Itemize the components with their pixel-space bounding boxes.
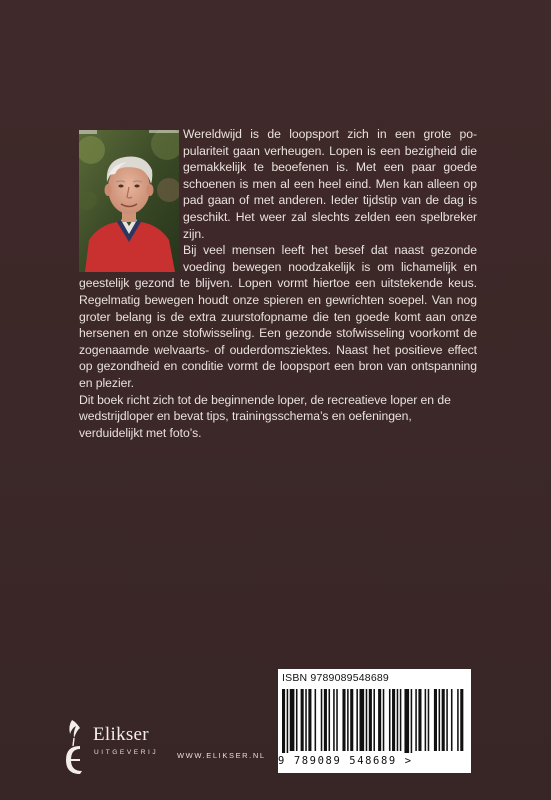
feather-e-logo-icon: [58, 716, 94, 780]
barcode-bar: [287, 689, 289, 753]
isbn-number: ISBN 9789089548689: [282, 672, 389, 684]
blurb-paragraph: Bij veel mensen leeft het besef dat naast gezonde voeding bewegen noodzakelijk is om lichamelijk en geestelijk gezond te blijven. Lopen vormt hiertoe een uitstekende keus. Regelmatig bewegen houdt onze spieren en gewrichten soepel. Van nog groter belang is de extra zuurstofopname die ten goede komt aan onze hersenen en onze stofwisseling. Een gezonde stofwisseling voorkomt de zogenaamde welvaarts- of ouderdomsziektes. Naast het positieve effect op gezondheid en conditie vormt de loopsport een bron van ontspanning en plezier.: [79, 243, 477, 390]
photo-text-wrap-spacer: [79, 126, 183, 272]
barcode-bar: [336, 689, 338, 751]
barcode-bar: [446, 689, 448, 751]
barcode-bar: [329, 689, 331, 751]
barcode-bar: [342, 689, 345, 751]
barcode-bar: [282, 689, 285, 753]
barcode-bar: [333, 689, 335, 751]
barcode-bar: [360, 689, 365, 751]
blurb-paragraph: Dit boek richt zich tot de beginnende loper, de recreatieve loper en de wedstrijdloper en bevat tips, trainingsschema’s en oefeningen, verduidelijkt met foto’s.: [79, 392, 451, 440]
barcode-bar: [442, 689, 445, 751]
ean13-barcode: [282, 689, 467, 753]
barcode-bar: [460, 689, 463, 751]
barcode-bar: [411, 689, 413, 753]
barcode-bar: [415, 689, 417, 751]
barcode-bar: [383, 689, 385, 751]
barcode-bar: [296, 689, 298, 751]
barcode-bar: [308, 689, 311, 751]
barcode-bar: [392, 689, 395, 751]
barcode-bar: [373, 689, 375, 751]
barcode-bar: [356, 689, 358, 751]
barcode-bar: [324, 689, 327, 751]
barcode-bar: [290, 689, 295, 751]
barcode-bar: [397, 689, 399, 751]
barcode-bar: [350, 689, 353, 751]
barcode-bar: [301, 689, 304, 751]
barcode-bar: [305, 689, 307, 751]
barcode-digits: 9 789089 548689 >: [278, 755, 413, 767]
barcode-bar: [457, 689, 459, 751]
barcode-bar: [389, 689, 391, 751]
isbn-barcode-box: [278, 669, 471, 773]
barcode-bar: [428, 689, 430, 751]
book-blurb: [79, 126, 477, 441]
barcode-bar: [366, 689, 368, 751]
barcode-bar: [321, 689, 323, 751]
publisher-name: Elikser: [93, 724, 149, 745]
blurb-paragraph: Wereldwijd is de loopsport zich in een grote populariteit gaan verheugen. Lopen is een bezigheid die gemakkelijk te beoefenen is. Met een paar goede schoenen is men al een heel eind. Men kan alleen op pad gaan of met anderen. Ieder tijdstip van de dag is geschikt. Het weer zal slechts zelden een spelbreker zijn.: [183, 127, 477, 241]
barcode-bar: [418, 689, 421, 751]
barcode-bar: [425, 689, 427, 751]
barcode-bar: [315, 689, 317, 751]
barcode-bar: [404, 689, 409, 753]
barcode-bar: [434, 689, 437, 751]
publisher-logo: [58, 716, 168, 780]
barcode-bar: [378, 689, 381, 751]
publisher-website[interactable]: WWW.ELIKSER.NL: [177, 751, 266, 760]
barcode-bar: [439, 689, 441, 751]
barcode-bar: [451, 689, 453, 751]
publisher-subtitle: UITGEVERIJ: [94, 749, 159, 756]
barcode-bar: [400, 689, 402, 751]
barcode-bar: [369, 689, 372, 751]
barcode-bar: [347, 689, 349, 751]
